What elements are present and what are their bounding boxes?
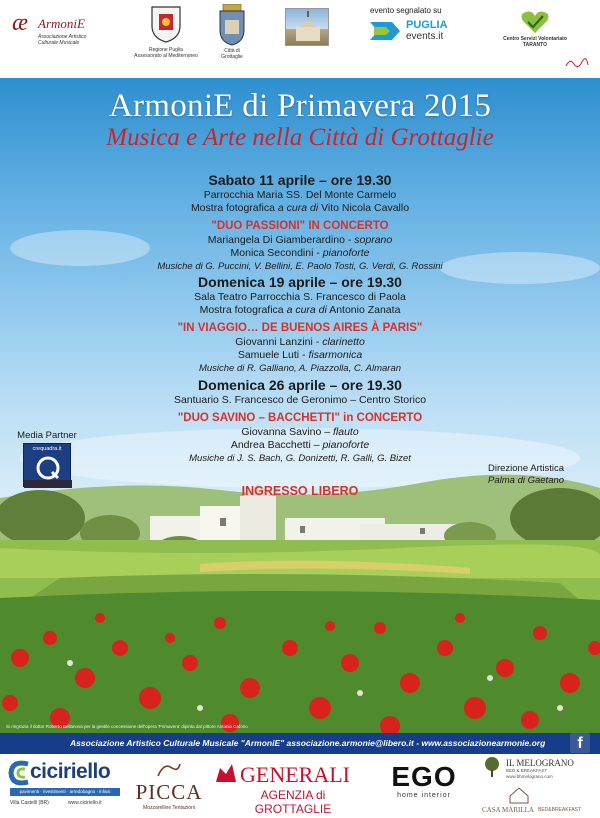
event-3-performer-2-name: Andrea Bacchetti bbox=[230, 439, 311, 451]
event-2-performer-2-role: fisarmonica bbox=[308, 349, 363, 361]
event-3-performer-2-role: pianoforte bbox=[322, 439, 370, 451]
event-1-mostra bbox=[150, 202, 450, 215]
event-2-performer-1: Giovanni Lanzini - clarinetto bbox=[235, 336, 365, 348]
sponsor-picca bbox=[132, 760, 206, 811]
event-1-venue: Parrocchia Maria SS. Del Monte Carmelo bbox=[203, 189, 397, 201]
grottaglie-crest-icon bbox=[217, 4, 247, 46]
event-2-music: Musiche di R. Galliano, A. Piazzolla, C. Almaran bbox=[198, 363, 402, 374]
picca-sub: Mozzarelline Tentazioni bbox=[143, 805, 195, 811]
event-2-concert-title: "IN VIAGGIO… DE BUENOS AIRES À PARIS" bbox=[177, 322, 423, 334]
header-logo-strip bbox=[0, 0, 600, 78]
landmark-photo bbox=[285, 8, 329, 46]
event-2-date: Domenica 19 aprile – ore 19.30 bbox=[198, 274, 402, 290]
melograno-sub: BED & BREAKFAST bbox=[506, 768, 548, 773]
generali-lion-icon bbox=[214, 762, 238, 786]
ciciriello-web: www.ciciriello.it bbox=[68, 800, 102, 806]
event-3-performer-1-role: flauto bbox=[332, 426, 359, 438]
event-1-performer-2-role: pianoforte bbox=[322, 247, 370, 259]
event-2-mostra-author: Antonio Zanata bbox=[329, 304, 401, 316]
event-1 bbox=[150, 171, 450, 273]
main-title: ArmoniE di Primavera 2015 bbox=[108, 88, 492, 124]
regione-puglia-emblem-icon bbox=[149, 4, 183, 44]
media-partner-q-icon bbox=[24, 444, 72, 488]
event-3-performer-1: Giovanna Savino – flauto bbox=[241, 426, 359, 438]
artist-signature-icon bbox=[564, 56, 590, 70]
casa-marilla-house-icon bbox=[508, 786, 530, 804]
citta-line2: Grottaglie bbox=[221, 54, 243, 60]
event-2-mostra-cura: a cura di bbox=[286, 304, 327, 316]
media-partner-label: Media Partner bbox=[17, 430, 77, 441]
ciciriello-sub: pavimenti · rivestimenti · arredobagno · infissi bbox=[10, 788, 120, 796]
event-3-performer-2: Andrea Bacchetti – pianoforte bbox=[230, 439, 370, 451]
ingresso-libero: INGRESSO LIBERO bbox=[241, 484, 359, 498]
csv-city: TARANTO bbox=[523, 42, 547, 48]
media-partner bbox=[12, 430, 82, 487]
armonie-logo-sub2: Culturale Musicale bbox=[38, 40, 80, 46]
sponsors-strip bbox=[0, 754, 600, 818]
puglia-events-name: PUGLIA bbox=[406, 19, 448, 31]
generali-sub: AGENZIA di GROTTAGLIE bbox=[254, 788, 332, 816]
direzione-name: Palma di Gaetano bbox=[488, 475, 565, 486]
generali-name: GENERALI bbox=[240, 762, 350, 787]
event-1-performer-2: Monica Secondini - pianoforte bbox=[230, 247, 370, 259]
event-3-concert-title: "DUO SAVINO – BACCHETTI" in CONCERTO bbox=[177, 412, 423, 424]
association-bar[interactable]: Associazione Artistico Culturale Musicale "ArmoniE" associazione.armonie@libero.it - www.associazionearmonie.org bbox=[0, 733, 600, 754]
event-1-performer-1-role: soprano bbox=[354, 234, 393, 246]
citta-grottaglie-logo bbox=[214, 4, 250, 60]
event-2-performer-1-role: clarinetto bbox=[322, 336, 365, 348]
ego-name: EGO bbox=[391, 761, 457, 792]
event-2-performer-2-name: Samuele Luti bbox=[237, 349, 300, 361]
evento-segnalato-label: evento segnalato su bbox=[370, 6, 442, 15]
regione-puglia-line1: Regione Puglia bbox=[149, 47, 183, 53]
melograno-tree-icon bbox=[482, 756, 502, 778]
ciciriello-c-icon bbox=[8, 760, 30, 786]
puglia-events-logo bbox=[370, 6, 480, 42]
event-1-concert-title: "DUO PASSIONI" IN CONCERTO bbox=[211, 220, 389, 232]
melograno-web: www.bbmelograno.com bbox=[506, 774, 553, 779]
melograno-name: IL MELOGRANO bbox=[506, 758, 574, 768]
armonie-logo-sub1: Associazione Artistico bbox=[38, 34, 87, 40]
event-1-performer-1-name: Mariangela Di Giamberardino bbox=[207, 234, 345, 246]
event-1-mostra-author: Vito Nicola Cavallo bbox=[321, 202, 410, 214]
ciciriello-name: ciciriello bbox=[30, 760, 111, 783]
csv-name: Centro Servizi Volontariato bbox=[503, 36, 567, 42]
event-2-performer-1-name: Giovanni Lanzini bbox=[235, 336, 313, 348]
sponsor-ciciriello bbox=[8, 760, 120, 812]
regione-puglia-logo bbox=[118, 4, 214, 59]
event-1-mostra-pre: Mostra fotografica bbox=[190, 202, 275, 214]
ciciriello-addr: Villa Castelli (BR) bbox=[10, 800, 49, 806]
event-1-mostra-cura: a cura di bbox=[277, 202, 319, 214]
event-1-music: Musiche di G. Puccini, V. Bellini, E. Paolo Tosti, G. Verdi, G. Rossini bbox=[157, 261, 443, 272]
church-dome-icon bbox=[286, 9, 330, 47]
event-2-mostra bbox=[150, 304, 450, 317]
event-2-venue: Sala Teatro Parrocchia S. Francesco di Paola bbox=[194, 291, 406, 303]
event-3-performer-1-name: Giovanna Savino bbox=[241, 426, 322, 438]
svg-text:æ: æ bbox=[12, 10, 29, 34]
ego-sub: home interior bbox=[397, 792, 451, 799]
facebook-icon[interactable]: f bbox=[570, 733, 590, 753]
subtitle: Musica e Arte nella Città di Grottaglie bbox=[106, 124, 494, 151]
event-3 bbox=[130, 376, 470, 465]
csv-taranto-logo bbox=[490, 10, 580, 48]
picca-swirl-icon bbox=[154, 760, 184, 780]
media-partner-logo[interactable] bbox=[23, 443, 71, 487]
regione-puglia-line2: Assessorato al Mediterraneo bbox=[134, 53, 198, 59]
armonie-ae-icon bbox=[12, 10, 38, 34]
event-2-performer-2: Samuele Luti - fisarmonica bbox=[237, 349, 363, 361]
sponsor-ego bbox=[384, 762, 464, 799]
citta-line1: Città di bbox=[224, 48, 240, 54]
picca-name: PICCA bbox=[135, 780, 203, 804]
csv-heart-icon bbox=[520, 10, 550, 34]
casa-marilla-name: CASA MARILLA bbox=[482, 806, 534, 814]
event-3-music: Musiche di J. S. Bach, G. Donizetti, R. Galli, G. Bizet bbox=[189, 453, 411, 464]
event-3-venue: Santuario S. Francesco de Geronimo – Centro Storico bbox=[173, 394, 427, 406]
armonie-logo-name: ArmoniE bbox=[38, 16, 85, 31]
event-3-date: Domenica 26 aprile – ore 19.30 bbox=[198, 377, 402, 393]
casa-marilla-sub: BED&BREAKFAST bbox=[538, 807, 582, 813]
event-1-date: Sabato 11 aprile – ore 19.30 bbox=[208, 172, 392, 188]
media-partner-logo-text: crequadra.it bbox=[32, 446, 62, 452]
direzione-label: Direzione Artistica bbox=[488, 463, 565, 474]
event-1-performer-1: Mariangela Di Giamberardino - soprano bbox=[207, 234, 393, 246]
event-1-performer-2-name: Monica Secondini bbox=[230, 247, 314, 259]
event-2-mostra-pre: Mostra fotografica bbox=[199, 304, 284, 316]
puglia-events-sub: events.it bbox=[406, 31, 444, 42]
painting-credit: Si ringrazia il dottor Roberto Bellanova per la gentile concessione dell'opera 'Primavera' dipinta dal pittore Antonio Caforio bbox=[6, 724, 248, 729]
event-2 bbox=[150, 273, 450, 375]
puglia-events-arrow-icon bbox=[370, 18, 402, 44]
